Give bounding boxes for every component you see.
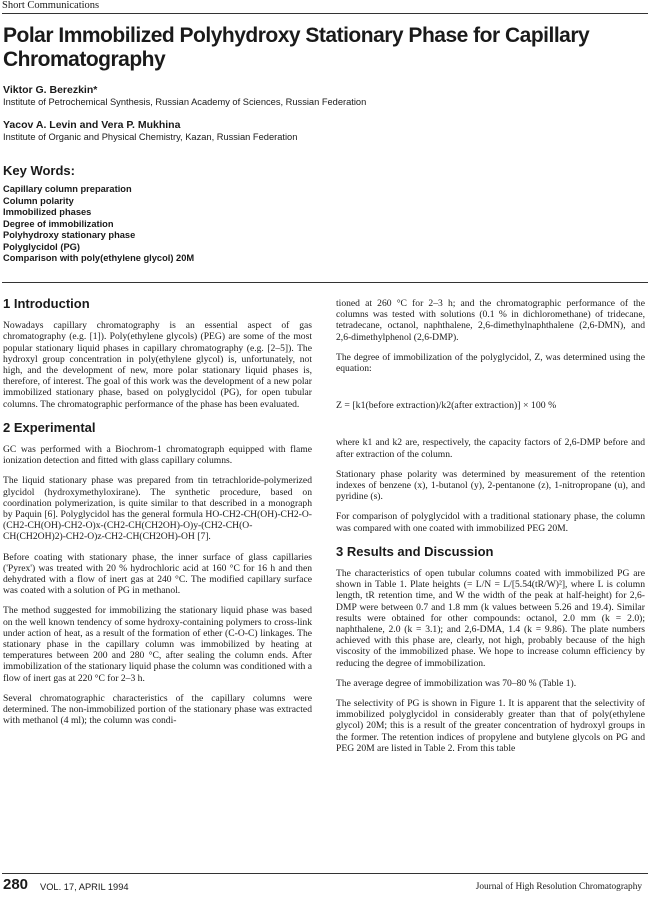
right-column — [336, 298, 645, 763]
top-rule — [2, 13, 648, 14]
experimental-paragraph: For comparison of polyglycidol with a traditional stationary phase, the column was compared with one coated with immobilized PEG 20M. — [336, 511, 645, 534]
results-paragraph: The selectivity of PG is shown in Figure 1. It is apparent that the selectivity of immobilized polyglycidol in considerably greater than that of poly(ethylene glycol) 20M; this is a result of the greater concentration of hydroxyl groups in the former. The retention indices of propylene and butylene glycols on PG and PEG 20M are listed in Table 2. From this table — [336, 698, 645, 754]
experimental-paragraph: where k1 and k2 are, respectively, the capacity factors of 2,6-DMP before and after extraction of the column. — [336, 437, 645, 460]
running-head: Short Communications — [2, 0, 100, 11]
left-column — [3, 298, 312, 736]
results-paragraph: The average degree of immobilization was 70–80 % (Table 1). — [336, 677, 577, 689]
footer-rule — [2, 873, 648, 874]
experimental-paragraph: Before coating with stationary phase, the inner surface of glass capillaries ('Pyrex') was treated with 20 % hydrochloric acid at 160 °C for 16 h and then dehydrated with a flow of inert gas at 240 °C. The modified capillary surface was coated with a solution of PG in methanol. — [3, 551, 312, 597]
experimental-paragraph: The liquid stationary phase was prepared from tin tetrachloride-polymerized glycidol (hydroxymethyloxirane). The synthetic procedure, based on coordination polymerization, is quite similar to that described in a monograph by Paquin [6]. Polyglycidol has the general formula HO-CH2-CH(OH)-CH2-O-(CH2-CH(OH)-CH2-O)x-(CH2-CH(CH2OH)-O)y-(CH2-CH(O-CH(CH2OH)2)-CH2-O)z-CH2-CH(CH2OH)-OH [7]. — [3, 475, 312, 543]
page-number: 280 — [3, 876, 29, 893]
immobilization-equation: Z = [k1(before extraction)/k2(after extraction)] × 100 % — [336, 400, 557, 412]
author-1: Viktor G. Berezkin* — [3, 84, 98, 96]
results-heading: 3 Results and Discussion — [336, 543, 494, 559]
experimental-paragraph: Several chromatographic characteristics of the capillary columns were determined. The non-immobilized portion of the stationary phase was extracted with methanol (4 ml); the column was condi- — [3, 692, 312, 727]
keyword-item: Polyglycidol (PG) — [3, 241, 80, 252]
journal-name: Journal of High Resolution Chromatography — [475, 882, 642, 892]
keyword-item: Capillary column preparation — [3, 184, 132, 194]
keyword-item: Comparison with poly(ethylene glycol) 20M — [3, 253, 195, 263]
experimental-paragraph: tioned at 260 °C for 2–3 h; and the chromatographic performance of the columns was tested with solutions (0.1 % in dichloromethane) of tridecane, tetradecane, octanol, naphthalene, 2,6-dimethylnaphthalene (2,6-DMN), and 2,6-dimethylphenol (2,6-DMP). — [336, 298, 645, 343]
affiliation-2: Institute of Organic and Physical Chemistry, Kazan, Russian Federation — [3, 132, 298, 142]
article-title: Polar Immobilized Polyhydroxy Stationary Phase for Capillary Chromatography — [3, 24, 590, 71]
column-rule — [2, 282, 648, 283]
results-paragraph: The characteristics of open tubular columns coated with immobilized PG are shown in Table 1. Plate heights (= L/N = L/[5.54(tR/W)²], where L is column length, tR retention time, and W the width of the peak at half-height) for 2,6-DMP were between 0.7 and 1.8 mm (k values between 5.26 and 19.4). Similar results were obtained for other compounds: octanol, 2.0 mm (k = 2.0); naphthalene, 2.0 (k = 3.1); and 2,6-DMA, 1.4 (k = 9.86). The plate numbers achieved with this phase are, clearly, not high, probably because of the high viscosity of the immobilized phase. We hope to increase column efficiency by reducing the degree of immobilization. — [336, 568, 645, 669]
affiliation-1: Institute of Petrochemical Synthesis, Russian Academy of Sciences, Russian Federation — [3, 97, 367, 107]
experimental-paragraph: GC was performed with a Biochrom-1 chromatograph equipped with flame ionization detection and fitted with glass capillary columns. — [3, 444, 312, 467]
experimental-paragraph: The method suggested for immobilizing the stationary liquid phase was based on the well known tendency of some hydroxy-containing polymers to cross-link under action of heat, as a result of the formation of ether (C-O-C) linkages. The stationary phase in the capillary column was immobilized by heating at temperatures between 200 and 280 °C, after sealing the column ends. After immobilization of the stationary liquid phase the column was conditioned with a flow of inert gas at 220 °C for 2–3 h. — [3, 605, 312, 684]
experimental-paragraph: Stationary phase polarity was determined by measurement of the retention indexes of benzene (x), 1-butanol (y), 2-pentanone (z), 1-nitropropane (u), and pyridine (s). — [336, 468, 645, 503]
keyword-item: Polyhydroxy stationary phase — [3, 230, 136, 240]
keyword-item: Degree of immobilization — [3, 218, 114, 229]
introduction-paragraph: Nowadays capillary chromatography is an essential aspect of gas chromatography (e.g. [1]). Poly(ethylene glycols) (PEG) are some of the most popular stationary liquid phases in capillary chromatography (e.g. [2–5]). The hydroxyl group concentration in poly(ethylene glycol) is, unfortunately, not high, and the development of new, more polar stationary liquid phases is, therefore, of interest. The goal of this work was the development of a new polar immobilized stationary phase, based on polyglycidol (PG), for open tubular columns. The chromatographic performance of the phase has been evaluated. — [3, 320, 312, 410]
experimental-heading: 2 Experimental — [3, 419, 96, 435]
keywords-heading: Key Words: — [3, 163, 75, 178]
keyword-item: Immobilized phases — [3, 207, 92, 217]
introduction-heading: 1 Introduction — [3, 296, 90, 311]
keyword-item: Column polarity — [3, 195, 74, 206]
volume-info: VOL. 17, APRIL 1994 — [40, 882, 129, 892]
keywords-list — [3, 184, 194, 265]
author-2: Yacov A. Levin and Vera P. Mukhina — [3, 119, 181, 131]
experimental-paragraph: The degree of immobilization of the polyglycidol, Z, was determined using the equation: — [336, 351, 645, 375]
